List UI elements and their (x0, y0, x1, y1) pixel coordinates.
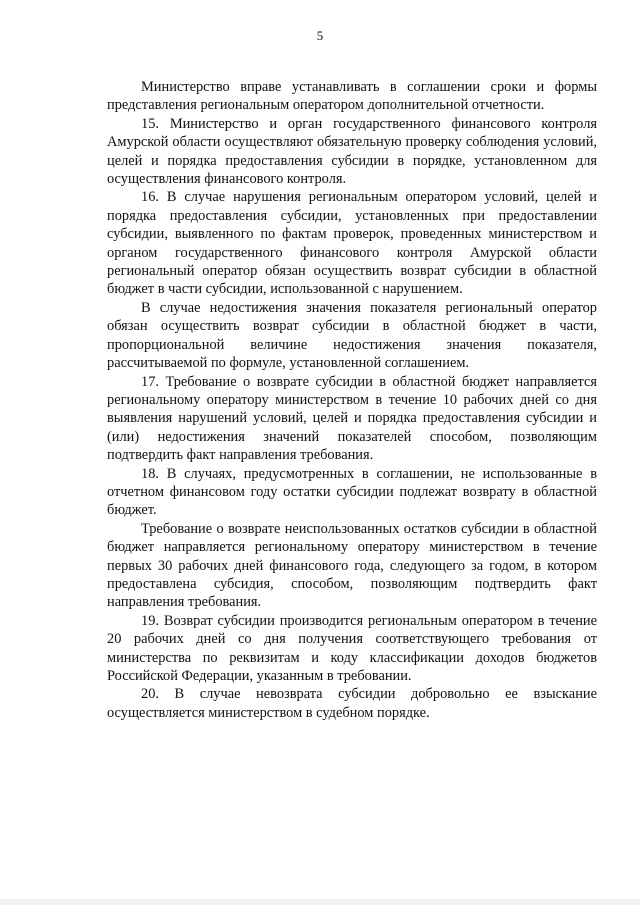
paragraph-16-indicator: В случае недостижения значения показателя региональный оператор обязан осуществить возврат субсидии в областной бюджет в части, пропорциональной величине недостижения значения показателя, рассчитываемой по формуле, установленной соглашением. (107, 299, 597, 372)
page-bottom-edge (0, 899, 640, 905)
paragraph-15: 15. Министерство и орган государственного финансового контроля Амурской области осуществляют обязательную проверку соблюдения условий, целей и порядка предоставления субсидии в порядке, установленном для осуществления финансового контроля. (107, 115, 597, 188)
paragraph-20: 20. В случае невозврата субсидии добровольно ее взыскание осуществляется министерством в судебном порядке. (107, 686, 597, 721)
paragraph-16: 16. В случае нарушения региональным оператором условий, целей и порядка предоставления субсидии, установленных при предоставлении субсидии, выявленного по фактам проверок, проведенных министерством и органом государственного финансового контроля Амурской области региональный оператор обязан осуществить возврат субсидии в областной бюджет в части субсидии, использованной с нарушением. (107, 189, 597, 298)
paragraph-18: 18. В случаях, предусмотренных в соглашении, не использованные в отчетном финансовом году остатки субсидии подлежат возврату в областной бюджет. (107, 465, 597, 519)
paragraph-19: 19. Возврат субсидии производится региональным оператором в течение 20 рабочих дней со дня получения соответствующего требования от министерства по реквизитам и коду классификации доходов бюджетов Российской Федерации, указанным в требовании. (107, 612, 597, 684)
paragraph-ministry-reporting: Министерство вправе устанавливать в соглашении сроки и формы представления региональным оператором дополнительной отчетности. (107, 79, 597, 114)
paragraph-18-requirement: Требование о возврате неиспользованных остатков субсидии в областной бюджет направляется региональному оператору министерством в течение первых 30 рабочих дней финансового года, следующего за годом, в котором предоставлена субсидия, способом, позволяющим подтвердить факт направления требования. (107, 520, 597, 611)
document-body (107, 78, 597, 722)
page-number: 5 (316, 28, 324, 43)
paragraph-17: 17. Требование о возврате субсидии в областной бюджет направляется региональному оператору министерством в течение 10 рабочих дней со дня выявления нарушений условий, целей и порядка предоставления субсидии и (или) недостижения значений показателей способом, позволяющим подтвердить факт направления требования. (107, 373, 597, 464)
